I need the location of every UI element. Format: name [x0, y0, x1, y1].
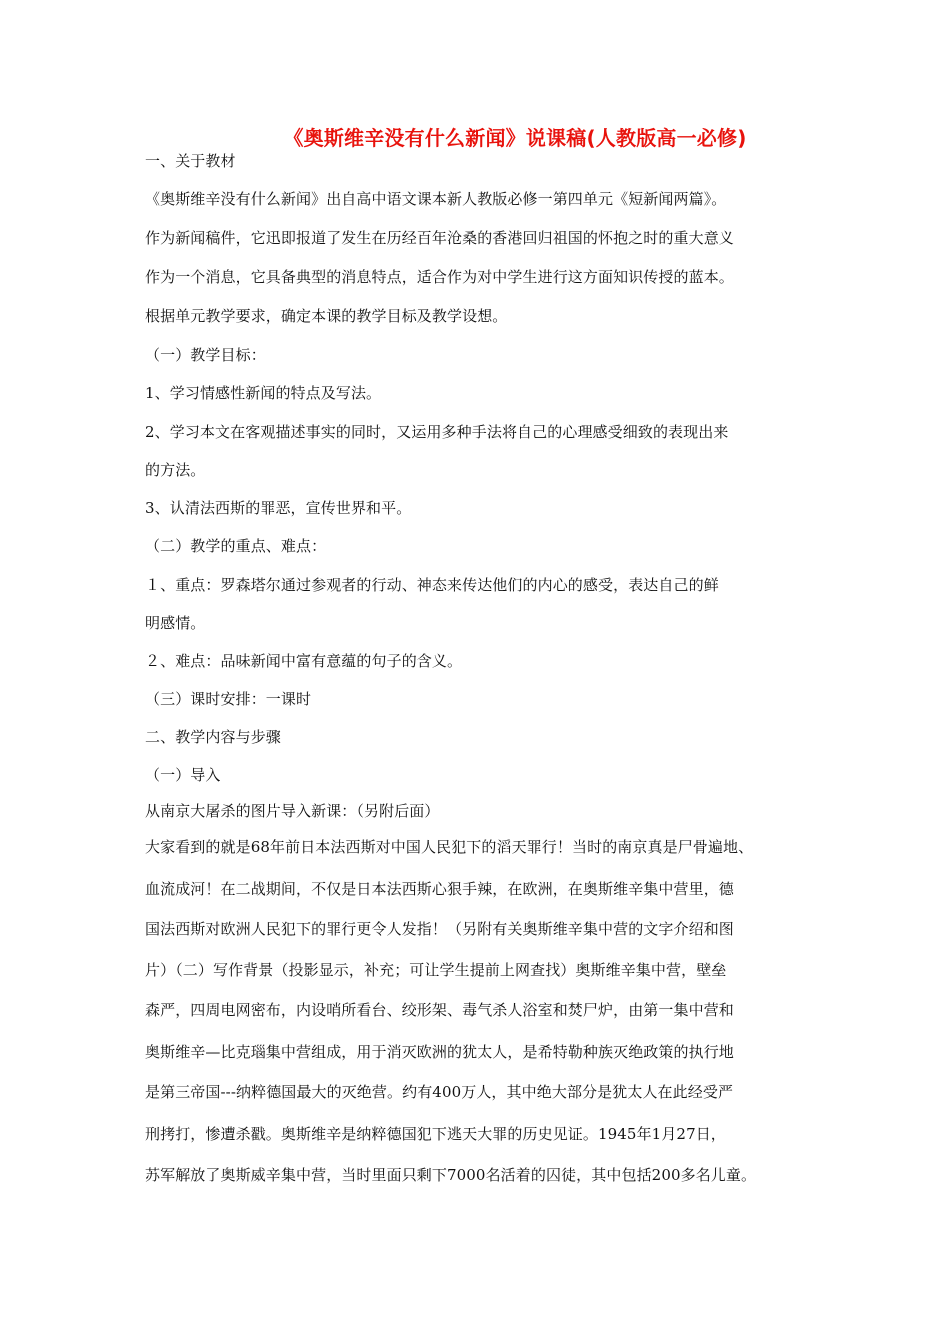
- paragraph-line: 刑拷打，惨遭杀戳。奥斯维辛是纳粹德国犯下逃天大罪的历史见证。1945年1月27日，: [145, 1125, 726, 1143]
- list-item: 1、学习情感性新闻的特点及写法。: [145, 384, 382, 402]
- section-heading-content: 二、教学内容与步骤: [145, 728, 281, 746]
- paragraph-line: 大家看到的就是68年前日本法西斯对中国人民犯下的滔天罪行！当时的南京真是尸骨遍地、: [145, 838, 754, 856]
- list-item: 3、认清法西斯的罪恶，宣传世界和平。: [145, 499, 412, 517]
- list-item: １、重点：罗森塔尔通过参观者的行动、神态来传达他们的内心的感受，表达自己的鲜: [145, 576, 719, 594]
- list-item: 2、学习本文在客观描述事实的同时，又运用多种手法将自己的心理感受细致的表现出来: [145, 423, 729, 441]
- paragraph-line: 从南京大屠杀的图片导入新课：（另附后面）: [145, 802, 440, 820]
- paragraph-line: 奥斯维辛—比克瑙集中营组成，用于消灭欧洲的犹太人，是希特勒种族灭绝政策的执行地: [145, 1043, 734, 1061]
- paragraph-line: 《奥斯维辛没有什么新闻》出自高中语文课本新人教版必修一第四单元《短新闻两篇》。: [145, 190, 727, 208]
- paragraph-line: 是第三帝国---纳粹德国最大的灭绝营。约有400万人，其中绝大部分是犹太人在此经受严: [145, 1083, 734, 1101]
- document-title: 《奥斯维辛没有什么新闻》说课稿(人教版高一必修): [283, 126, 747, 150]
- paragraph-line: 明感情。: [145, 614, 206, 632]
- subheading-schedule: （三）课时安排：一课时: [145, 690, 312, 708]
- paragraph-line: 作为新闻稿件，它迅即报道了发生在历经百年沧桑的香港回归祖国的怀抱之时的重大意义: [145, 229, 734, 247]
- paragraph-line: 血流成河！在二战期间，不仅是日本法西斯心狠手辣，在欧洲，在奥斯维辛集中营里，德: [145, 880, 734, 898]
- subheading-key-points: （二）教学的重点、难点：: [145, 537, 327, 555]
- paragraph-line: 森严，四周电网密布，内设哨所看台、绞形架、毒气杀人浴室和焚尸炉，由第一集中营和: [145, 1001, 734, 1019]
- paragraph-line: 作为一个消息，它具备典型的消息特点，适合作为对中学生进行这方面知识传授的蓝本。: [145, 268, 734, 286]
- subheading-intro: （一）导入: [145, 766, 221, 784]
- subheading-goals: （一）教学目标：: [145, 346, 266, 364]
- paragraph-line: 苏军解放了奥斯威辛集中营，当时里面只剩下7000名活着的囚徒，其中包括200多名儿童。: [145, 1166, 757, 1184]
- paragraph-line: 片）（二）写作背景（投影显示，补充；可让学生提前上网查找）奥斯维辛集中营，壁垒: [145, 961, 727, 979]
- paragraph-line: 的方法。: [145, 461, 206, 479]
- section-heading-materials: 一、关于教材: [145, 152, 236, 170]
- paragraph-line: 根据单元教学要求，确定本课的教学目标及教学设想。: [145, 307, 508, 325]
- list-item: ２、难点：品味新闻中富有意蕴的句子的含义。: [145, 652, 463, 670]
- paragraph-line: 国法西斯对欧洲人民犯下的罪行更令人发指！（另附有关奥斯维辛集中营的文字介绍和图: [145, 920, 734, 938]
